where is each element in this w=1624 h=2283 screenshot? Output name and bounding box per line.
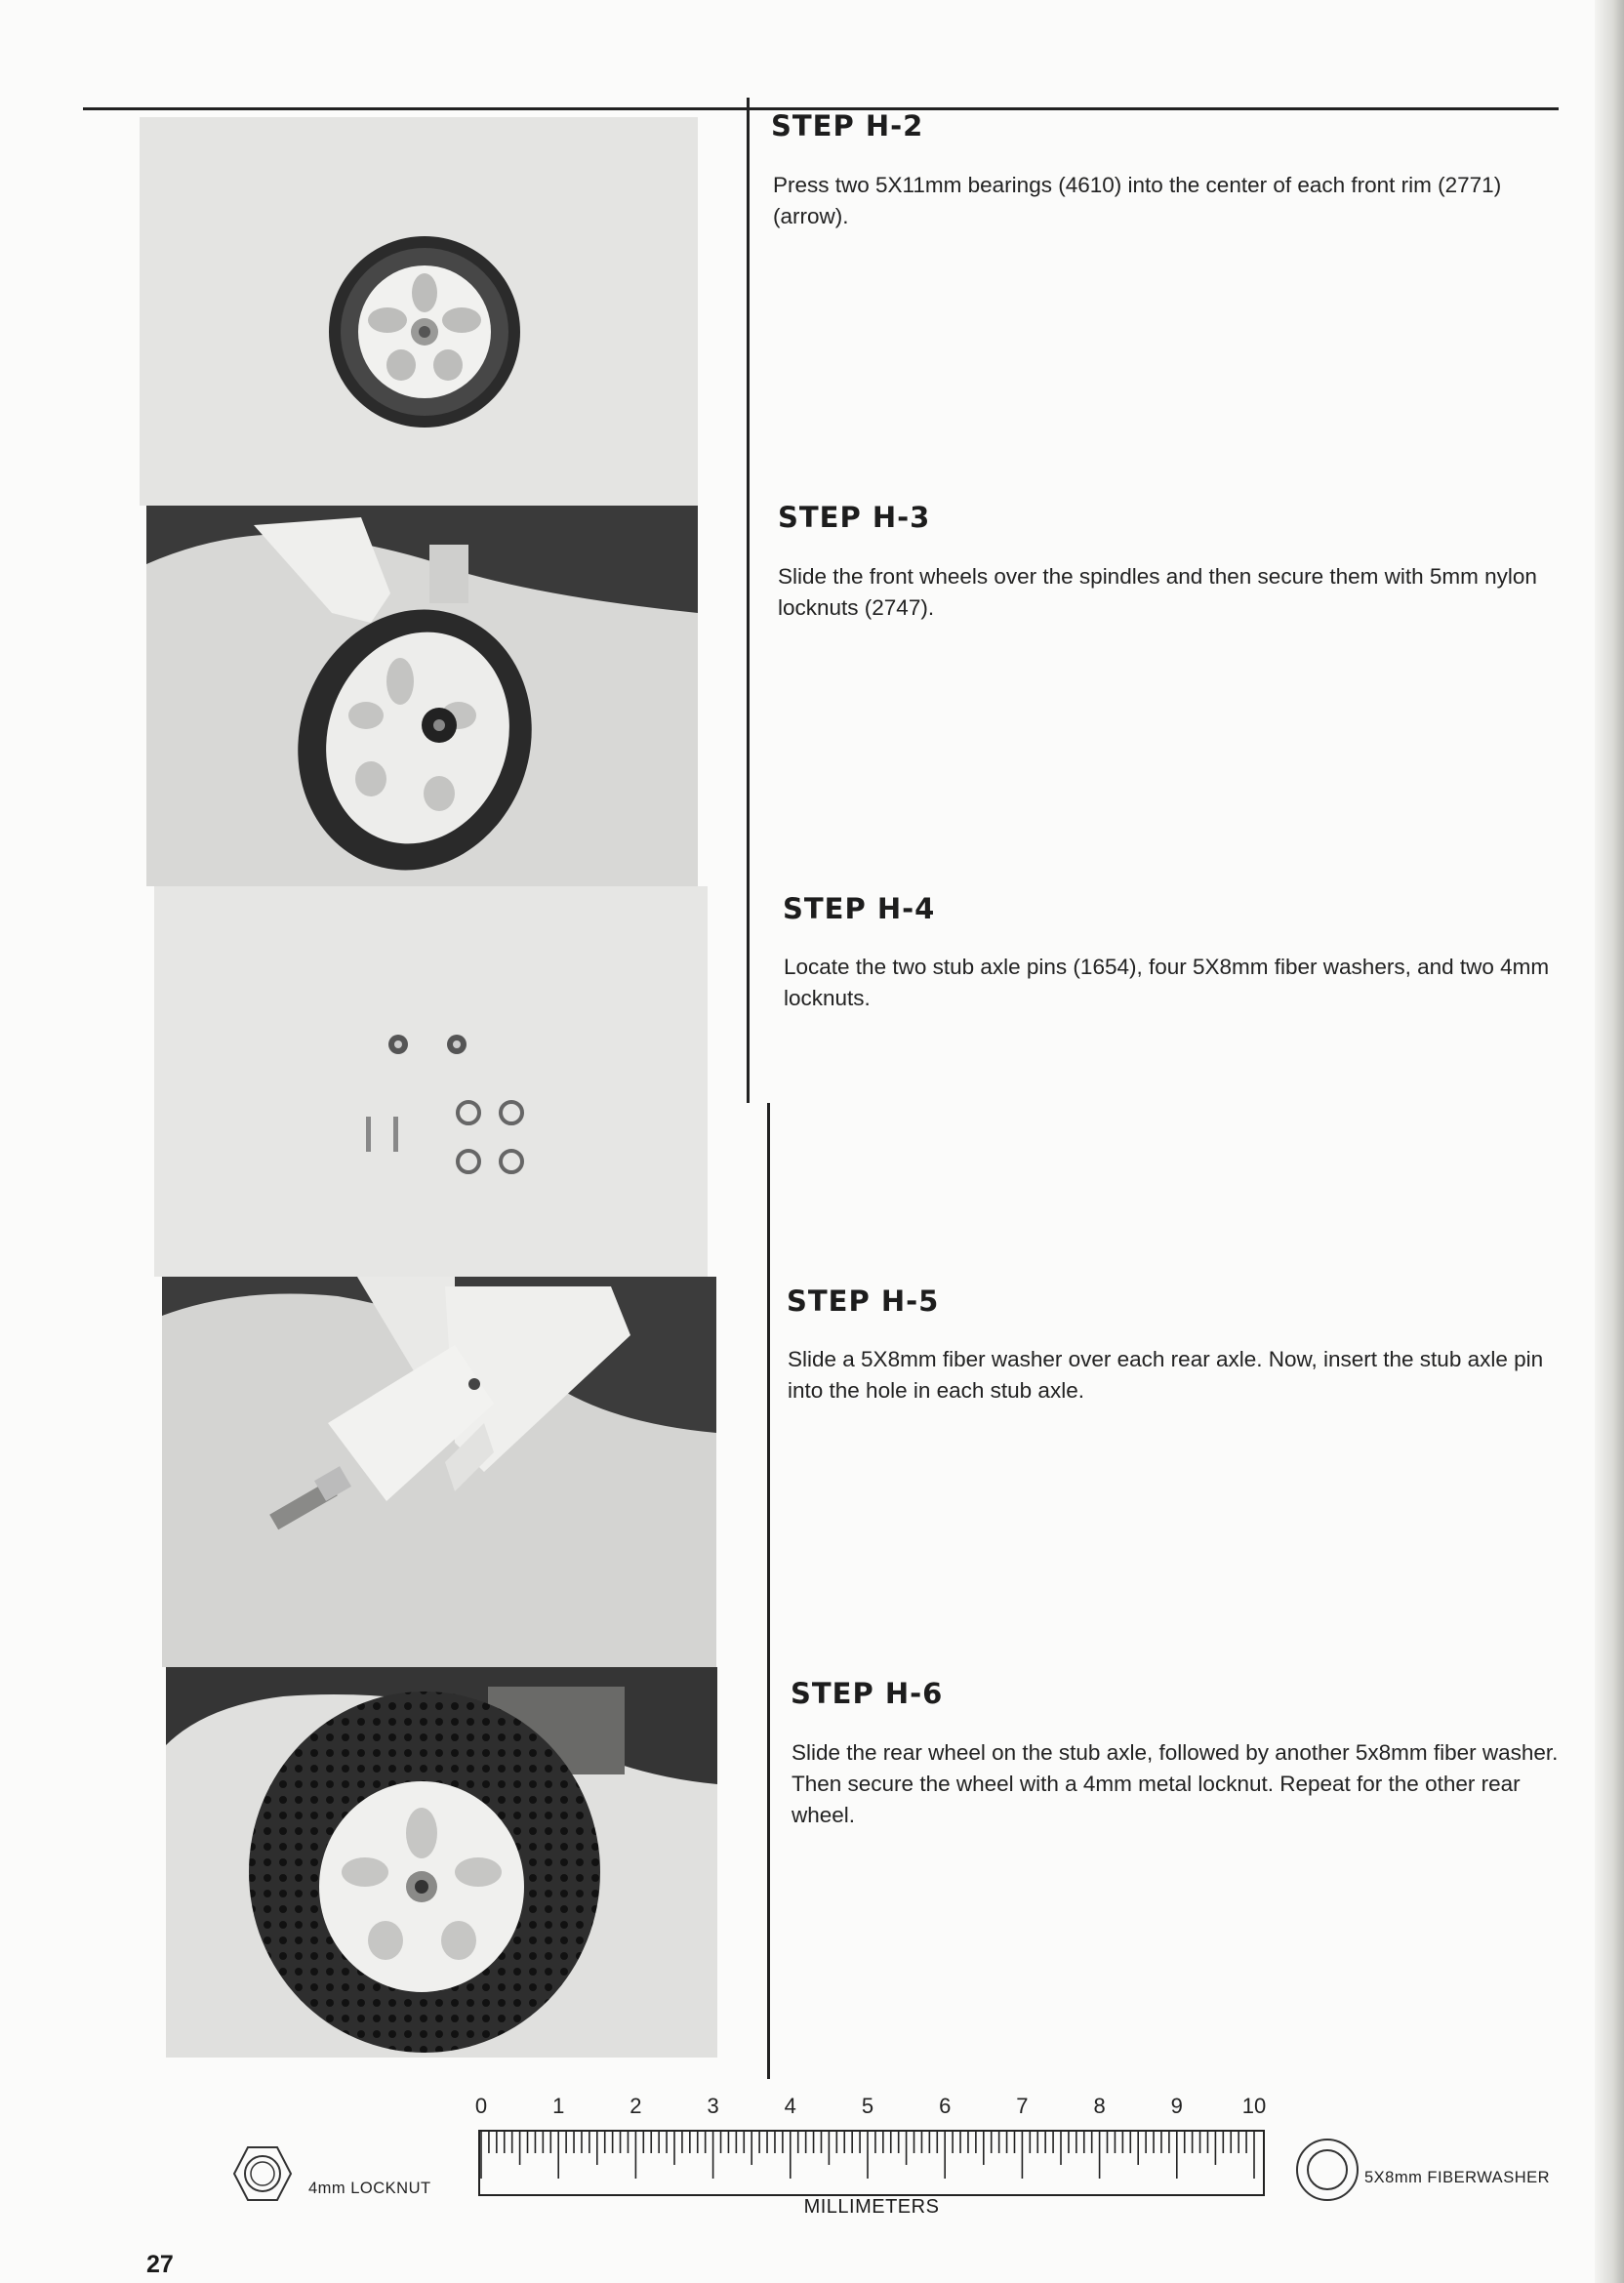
step-h3-text: Slide the front wheels over the spindles and then secure them with 5mm nylon locknuts (2747).	[778, 564, 1537, 620]
column-divider	[767, 1103, 770, 2079]
ruler-unit-label: MILLIMETERS	[803, 2196, 940, 2218]
ruler-number: 4	[784, 2094, 796, 2118]
locknut-icon	[232, 2144, 293, 2203]
step-h6-text: Slide the rear wheel on the stub axle, followed by another 5x8mm fiber washer. Then secure the wheel with a 4mm metal locknut. Repeat for the other rear wheel.	[792, 1740, 1559, 1827]
photo-step-h4	[154, 886, 708, 1277]
step-h4-title: STEP H-4	[783, 892, 936, 925]
ruler-number: 1	[552, 2094, 565, 2118]
photo-step-h2	[140, 117, 698, 506]
ruler-number: 3	[707, 2094, 719, 2118]
page-edge	[1595, 0, 1624, 2283]
photo-step-h5	[162, 1277, 716, 1667]
step-h5-text: Slide a 5X8mm fiber washer over each rear axle. Now, insert the stub axle pin into the hole in each stub axle.	[788, 1347, 1544, 1403]
step-h3-title: STEP H-3	[778, 501, 931, 534]
step-h6-title: STEP H-6	[791, 1677, 944, 1710]
ruler-number: 2	[629, 2094, 642, 2118]
ruler-number: 0	[474, 2094, 488, 2118]
step-h2-title: STEP H-2	[771, 109, 924, 143]
step-h4-text: Locate the two stub axle pins (1654), four 5X8mm fiber washers, and two 4mm locknuts.	[784, 955, 1550, 1010]
step-h5-title: STEP H-5	[787, 1284, 940, 1318]
fiberwasher-icon	[1294, 2138, 1360, 2202]
photo-step-h6	[166, 1667, 717, 2058]
ruler-number: 9	[1170, 2094, 1183, 2118]
page-number: 27	[146, 2251, 174, 2278]
millimeter-ruler	[474, 2094, 1267, 2218]
ruler-number: 8	[1093, 2094, 1106, 2118]
photo-step-h3	[146, 506, 698, 886]
ruler-scale	[478, 2130, 1265, 2196]
fiberwasher-label: 5X8mm FIBERWASHER	[1364, 2169, 1551, 2186]
ruler-number: 5	[861, 2094, 874, 2118]
column-divider	[747, 98, 750, 1103]
step-h2-text: Press two 5X11mm bearings (4610) into the center of each front rim (2771)(arrow).	[773, 173, 1502, 228]
ruler-number: 6	[939, 2094, 952, 2118]
ruler-number: 7	[1016, 2094, 1029, 2118]
ruler-number: 10	[1241, 2094, 1267, 2118]
locknut-label: 4mm LOCKNUT	[308, 2180, 431, 2197]
